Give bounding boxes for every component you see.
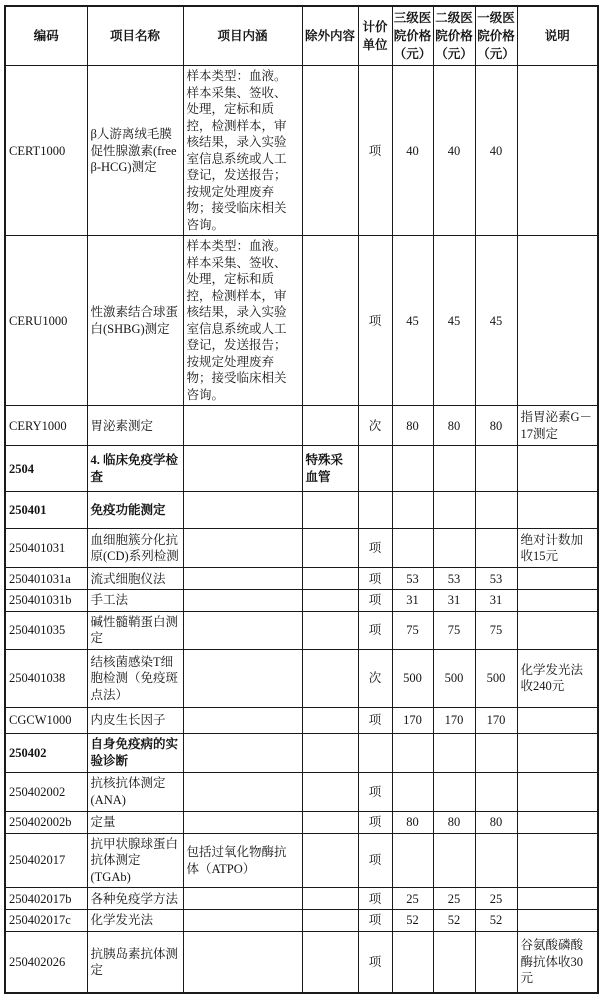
cell-name: 性激素结合球蛋白(SHBG)测定 [87,236,183,406]
cell-p1: 25 [475,888,517,910]
cell-excluded [302,888,358,910]
table-row [5,66,598,236]
cell-p3 [392,772,433,811]
cell-content [183,931,302,993]
cell-code: 250401 [5,492,87,529]
table-row [5,707,598,733]
cell-unit: 项 [358,66,392,236]
table-row [5,811,598,833]
cell-p2: 170 [433,707,475,733]
cell-excluded [302,833,358,888]
cell-content [183,707,302,733]
cell-note [517,236,598,406]
cell-unit: 项 [358,568,392,590]
cell-p2 [433,529,475,568]
cell-p2: 75 [433,611,475,649]
cell-unit: 项 [358,833,392,888]
cell-code: 250402017c [5,910,87,932]
cell-excluded [302,611,358,649]
cell-excluded [302,649,358,707]
cell-name: 自身免疫病的实验诊断 [87,733,183,772]
table-row [5,649,598,707]
cell-code: 2504 [5,446,87,492]
cell-unit: 项 [358,611,392,649]
cell-unit: 次 [358,649,392,707]
cell-p1: 80 [475,811,517,833]
header-note: 说明 [517,6,598,66]
cell-note: 化学发光法收240元 [517,649,598,707]
cell-note: 指胃泌素G－17测定 [517,406,598,446]
cell-code: 250401031a [5,568,87,590]
price-list-table [4,5,599,994]
cell-name: 内皮生长因子 [87,707,183,733]
cell-p3 [392,833,433,888]
cell-p1: 75 [475,611,517,649]
cell-code: 250401031b [5,590,87,612]
cell-code: 250402017b [5,888,87,910]
cell-note [517,772,598,811]
table-row [5,611,598,649]
cell-name: 抗核抗体测定(ANA) [87,772,183,811]
cell-p2: 52 [433,910,475,932]
cell-note [517,568,598,590]
cell-note [517,66,598,236]
table-body [5,66,598,994]
cell-unit: 项 [358,707,392,733]
cell-p3: 500 [392,649,433,707]
header-p2: 二级医院价格（元） [433,6,475,66]
cell-code: 250402017 [5,833,87,888]
cell-p1: 53 [475,568,517,590]
cell-p3 [392,733,433,772]
cell-unit: 项 [358,888,392,910]
cell-unit: 项 [358,772,392,811]
cell-unit: 项 [358,236,392,406]
cell-unit [358,446,392,492]
cell-unit: 项 [358,931,392,993]
cell-content [183,910,302,932]
cell-p3: 45 [392,236,433,406]
cell-excluded [302,590,358,612]
cell-code: 250401035 [5,611,87,649]
cell-code: CGCW1000 [5,707,87,733]
cell-p2 [433,492,475,529]
header-content: 项目内涵 [183,6,302,66]
cell-content [183,492,302,529]
cell-name: 流式细胞仪法 [87,568,183,590]
header-row [5,6,598,66]
cell-content [183,811,302,833]
cell-code: CERY1000 [5,406,87,446]
header-excluded: 除外内容 [302,6,358,66]
cell-name: 化学发光法 [87,910,183,932]
table-row [5,406,598,446]
cell-code: CERT1000 [5,66,87,236]
cell-note [517,811,598,833]
cell-unit: 次 [358,406,392,446]
table-header [5,6,598,66]
cell-note [517,590,598,612]
cell-note [517,446,598,492]
cell-p2 [433,446,475,492]
cell-note [517,910,598,932]
cell-content [183,529,302,568]
cell-content [183,888,302,910]
cell-p2 [433,772,475,811]
cell-code: 250402026 [5,931,87,993]
cell-unit: 项 [358,529,392,568]
cell-content [183,772,302,811]
header-name: 项目名称 [87,6,183,66]
cell-p2: 25 [433,888,475,910]
cell-note [517,733,598,772]
cell-p1: 80 [475,406,517,446]
cell-note [517,611,598,649]
cell-p2 [433,733,475,772]
cell-p1 [475,492,517,529]
cell-code: 250401031 [5,529,87,568]
cell-p1 [475,931,517,993]
cell-p2: 80 [433,406,475,446]
cell-p3: 75 [392,611,433,649]
cell-note [517,492,598,529]
cell-p3 [392,492,433,529]
cell-excluded [302,66,358,236]
cell-p1 [475,733,517,772]
cell-content [183,590,302,612]
cell-name: 各种免疫学方法 [87,888,183,910]
cell-p3: 170 [392,707,433,733]
cell-p3: 52 [392,910,433,932]
table-row [5,931,598,993]
cell-code: 250402002b [5,811,87,833]
cell-note: 谷氨酸磷酸酶抗体收30元 [517,931,598,993]
cell-unit: 项 [358,910,392,932]
cell-p3: 53 [392,568,433,590]
header-p3: 三级医院价格（元） [392,6,433,66]
cell-unit: 项 [358,811,392,833]
header-p1: 一级医院价格（元） [475,6,517,66]
table-row [5,772,598,811]
cell-name: β人游离绒毛膜促性腺激素(free β-HCG)测定 [87,66,183,236]
cell-p3: 25 [392,888,433,910]
cell-content [183,568,302,590]
cell-p1: 170 [475,707,517,733]
cell-content [183,446,302,492]
cell-name: 胃泌素测定 [87,406,183,446]
cell-p2: 45 [433,236,475,406]
cell-code: 250402 [5,733,87,772]
cell-note [517,707,598,733]
cell-p3: 31 [392,590,433,612]
cell-excluded [302,910,358,932]
cell-excluded [302,236,358,406]
cell-p2: 40 [433,66,475,236]
cell-code: CERU1000 [5,236,87,406]
cell-p3: 80 [392,811,433,833]
cell-content [183,649,302,707]
cell-p2: 53 [433,568,475,590]
cell-content: 样本类型：血液。样本采集、签收、处理，定标和质控，检测样本，审核结果，录入实验室信息系统或人工登记，发送报告；按规定处理废弃物；接受临床相关咨询。 [183,66,302,236]
cell-excluded [302,529,358,568]
cell-excluded [302,931,358,993]
cell-note [517,888,598,910]
table-row [5,529,598,568]
cell-excluded: 特殊采血管 [302,446,358,492]
cell-p1: 40 [475,66,517,236]
cell-p3 [392,529,433,568]
cell-p2 [433,931,475,993]
cell-p1 [475,529,517,568]
table-row [5,446,598,492]
header-code: 编码 [5,6,87,66]
cell-content [183,611,302,649]
cell-p2: 500 [433,649,475,707]
cell-name: 手工法 [87,590,183,612]
cell-name: 定量 [87,811,183,833]
cell-note: 绝对计数加收15元 [517,529,598,568]
cell-excluded [302,406,358,446]
cell-p1 [475,446,517,492]
cell-p1 [475,772,517,811]
cell-name: 血细胞簇分化抗原(CD)系列检测 [87,529,183,568]
cell-p3 [392,446,433,492]
cell-unit: 项 [358,590,392,612]
table-row [5,590,598,612]
cell-p3: 40 [392,66,433,236]
table-row [5,492,598,529]
cell-p3: 80 [392,406,433,446]
cell-p1: 45 [475,236,517,406]
cell-p1 [475,833,517,888]
cell-name: 碱性髓鞘蛋白测定 [87,611,183,649]
cell-name: 4. 临床免疫学检查 [87,446,183,492]
cell-name: 抗甲状腺球蛋白抗体测定(TGAb) [87,833,183,888]
table-row [5,833,598,888]
cell-p2 [433,833,475,888]
cell-name: 免疫功能测定 [87,492,183,529]
cell-code: 250401038 [5,649,87,707]
cell-name: 结核菌感染T细胞检测（免疫斑点法） [87,649,183,707]
cell-p3 [392,931,433,993]
cell-code: 250402002 [5,772,87,811]
cell-excluded [302,492,358,529]
cell-unit [358,492,392,529]
cell-excluded [302,707,358,733]
cell-name: 抗胰岛素抗体测定 [87,931,183,993]
cell-p1: 500 [475,649,517,707]
cell-p2: 80 [433,811,475,833]
cell-content [183,406,302,446]
cell-content [183,733,302,772]
header-unit: 计价单位 [358,6,392,66]
cell-excluded [302,733,358,772]
table-row [5,888,598,910]
cell-excluded [302,772,358,811]
cell-content: 包括过氧化物酶抗体（ATPO） [183,833,302,888]
cell-unit [358,733,392,772]
cell-excluded [302,811,358,833]
cell-content: 样本类型：血液。样本采集、签收、处理，定标和质控，检测样本，审核结果，录入实验室信息系统或人工登记，发送报告；按规定处理废弃物；接受临床相关咨询。 [183,236,302,406]
cell-note [517,833,598,888]
table-row [5,236,598,406]
table-row [5,568,598,590]
cell-p1: 52 [475,910,517,932]
cell-p2: 31 [433,590,475,612]
table-row [5,910,598,932]
cell-excluded [302,568,358,590]
table-row [5,733,598,772]
cell-p1: 31 [475,590,517,612]
